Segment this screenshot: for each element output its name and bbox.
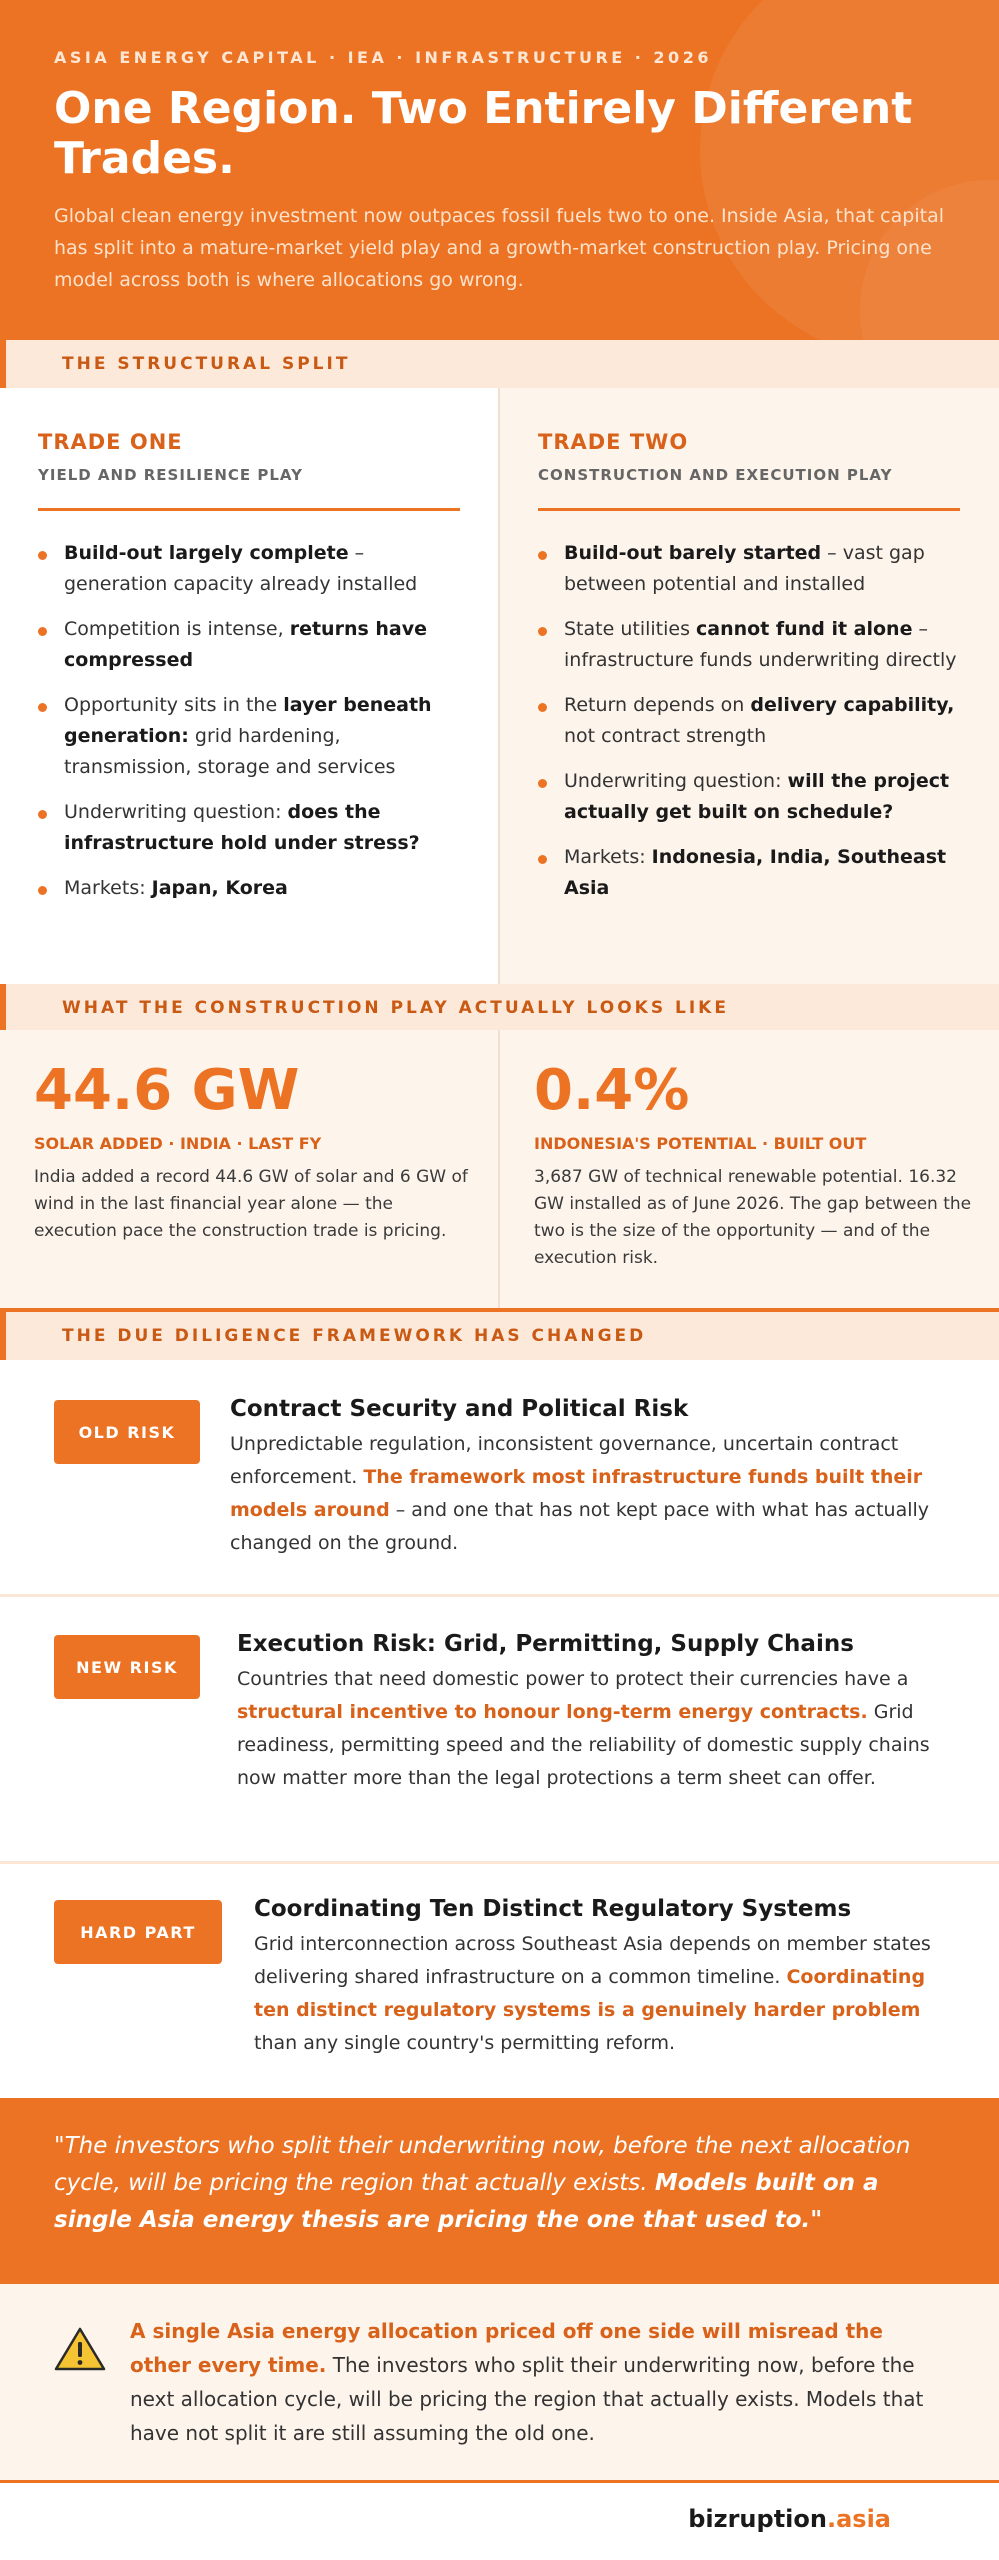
section-title: WHAT THE CONSTRUCTION PLAY ACTUALLY LOOKS LIKE [62, 998, 729, 1018]
warning-icon [54, 2326, 106, 2372]
risk-text: than any single country's permitting reform. [254, 2032, 676, 2054]
bullet-dot-icon [538, 627, 547, 636]
list-item [38, 797, 458, 859]
risk-highlight: The framework most infrastructure funds built their models around [230, 1466, 923, 1521]
list-item [38, 690, 458, 783]
eyebrow-tagline: ASIA ENERGY CAPITAL · IEA · INFRASTRUCTURE · 2026 [54, 48, 712, 67]
list-item [38, 614, 458, 676]
risk-body [230, 1428, 950, 1560]
bullet-text: Competition is intense, [64, 618, 290, 640]
risk-text: Countries that need domestic power to protect their currencies have a [237, 1668, 909, 1690]
list-item [538, 614, 958, 676]
bullet-text: – generation capacity already installed [64, 542, 418, 595]
bullet-bold: does the infrastructure hold under stress? [64, 801, 420, 854]
risk-card-new [0, 1597, 999, 1861]
bullet-bold: delivery capability, [750, 694, 955, 716]
section-band-construction [0, 984, 999, 1032]
stat-description: India added a record 44.6 GW of solar and 6 GW of wind in the last financial year alone — the execution pace the construction trade is pricing. [34, 1167, 468, 1241]
bullet-bold: will the project actually get built on schedule? [564, 770, 950, 823]
bullet-dot-icon [538, 779, 547, 788]
bullet-text: Opportunity sits in the [64, 694, 284, 716]
bullet-bold: Indonesia, India, Southeast Asia [564, 846, 947, 899]
trade-one-title: TRADE ONE [38, 430, 183, 454]
stat-card-indonesia [500, 1030, 999, 1310]
list-item [538, 690, 958, 752]
divider [38, 508, 460, 511]
bullet-bold: cannot fund it alone [696, 618, 913, 640]
bullet-dot-icon [538, 855, 547, 864]
brand-logo[interactable] [688, 2505, 891, 2533]
stat-label: INDONESIA'S POTENTIAL · BUILT OUT [534, 1134, 867, 1153]
bullet-dot-icon [38, 810, 47, 819]
risk-text: – and one that has not kept pace with what has actually changed on the ground. [230, 1499, 930, 1554]
bullet-text: Markets: [64, 877, 152, 899]
trade-two-title: TRADE TWO [538, 430, 689, 454]
bullet-text: Underwriting question: [64, 801, 288, 823]
warning-text [130, 2314, 930, 2450]
list-item [538, 842, 958, 904]
warning-emphasis: A single Asia energy allocation priced off one side will misread the other every time. [130, 2319, 883, 2377]
bullet-bold: Build-out barely started [564, 542, 822, 564]
quote-body: "The investors who split their underwriting now, before the next allocation cycle, will be pricing the region that actually exists. [54, 2133, 911, 2196]
bullet-bold: Japan, Korea [151, 877, 288, 899]
trade-one-column [0, 388, 498, 984]
bullet-dot-icon [38, 627, 47, 636]
risk-highlight: Coordinating ten distinct regulatory systems is a genuinely harder problem [254, 1966, 926, 2021]
risk-body [237, 1663, 957, 1795]
trade-one-subtitle: YIELD AND RESILIENCE PLAY [38, 466, 303, 484]
list-item [538, 766, 958, 828]
risk-text: Grid interconnection across Southeast Asia depends on member states delivering shared infrastructure on a common timeline. [254, 1933, 931, 1988]
bullet-text: – infrastructure funds underwriting directly [564, 618, 957, 671]
risk-text: Unpredictable regulation, inconsistent governance, uncertain contract enforcement. [230, 1433, 899, 1488]
bullet-bold: Build-out largely complete [64, 542, 349, 564]
stat-description: 3,687 GW of technical renewable potential. 16.32 GW installed as of June 2026. The gap between the two is the size of the opportunity — and of the execution risk. [534, 1167, 972, 1268]
risk-title: Coordinating Ten Distinct Regulatory Systems [254, 1896, 852, 1922]
risk-badge: NEW RISK [54, 1635, 200, 1699]
risk-highlight: structural incentive to honour long-term energy contracts. [237, 1701, 868, 1723]
risk-card-old [0, 1360, 999, 1594]
bullet-text: grid hardening, transmission, storage and services [64, 725, 396, 778]
warning-callout [0, 2284, 999, 2480]
list-item [538, 538, 958, 600]
stat-number: 0.4% [534, 1058, 690, 1123]
bullet-text: State utilities [564, 618, 697, 640]
page-title: One Region. Two Entirely Different Trades. [54, 83, 913, 184]
bullet-text: Markets: [564, 846, 652, 868]
risk-body [254, 1928, 954, 2060]
bullet-text: – vast gap between potential and installed [564, 542, 925, 595]
quote-emphasis: Models built on a single Asia energy thesis are pricing the one that used to." [54, 2170, 879, 2233]
list-item [38, 873, 458, 904]
risk-card-hard-part [0, 1864, 999, 2098]
page-subtitle: Global clean energy investment now outpaces fossil fuels two to one. Inside Asia, that capital has split into a mature-market yield play and a growth-market construction play. Pricing one model across both is where allocations go wrong. [54, 205, 944, 291]
stat-label: SOLAR ADDED · INDIA · LAST FY [34, 1134, 322, 1153]
hero-header [0, 0, 999, 340]
warning-body: The investors who split their underwriting now, before the next allocation cycle, will be pricing the region that actually exists. Models that have not split it are still assuming the old one. [130, 2353, 924, 2445]
bullet-dot-icon [538, 551, 547, 560]
stat-card-india [0, 1030, 498, 1310]
risk-badge: OLD RISK [54, 1400, 200, 1464]
risk-text: Grid readiness, permitting speed and the reliability of domestic supply chains now matter more than the legal protections a term sheet can offer. [237, 1701, 930, 1789]
quote-text [54, 2128, 954, 2239]
brand-tld: .asia [826, 2505, 891, 2533]
section-title: THE STRUCTURAL SPLIT [62, 354, 351, 374]
bullet-text: Return depends on [564, 694, 751, 716]
section-band-framework [0, 1312, 999, 1360]
trade-one-bullets [38, 538, 458, 918]
pull-quote [0, 2098, 999, 2284]
divider [538, 508, 960, 511]
trade-two-subtitle: CONSTRUCTION AND EXECUTION PLAY [538, 466, 893, 484]
brand-name: bizruption [688, 2505, 827, 2533]
section-band-structural-split [0, 340, 999, 388]
bullet-bold: returns have compressed [64, 618, 428, 671]
risk-badge: HARD PART [54, 1900, 222, 1964]
bullet-bold: layer beneath generation: [64, 694, 432, 747]
trade-two-column [500, 388, 999, 984]
bullet-text: Underwriting question: [564, 770, 788, 792]
bullet-dot-icon [538, 703, 547, 712]
bullet-text: not contract strength [564, 725, 767, 747]
bullet-dot-icon [38, 551, 47, 560]
footer [0, 2483, 999, 2560]
trade-two-bullets [538, 538, 958, 918]
bullet-dot-icon [38, 703, 47, 712]
list-item [38, 538, 458, 600]
bullet-dot-icon [38, 886, 47, 895]
section-title: THE DUE DILIGENCE FRAMEWORK HAS CHANGED [62, 1326, 647, 1346]
stat-number: 44.6 GW [34, 1058, 300, 1123]
risk-title: Execution Risk: Grid, Permitting, Supply Chains [237, 1631, 854, 1657]
risk-title: Contract Security and Political Risk [230, 1396, 689, 1422]
